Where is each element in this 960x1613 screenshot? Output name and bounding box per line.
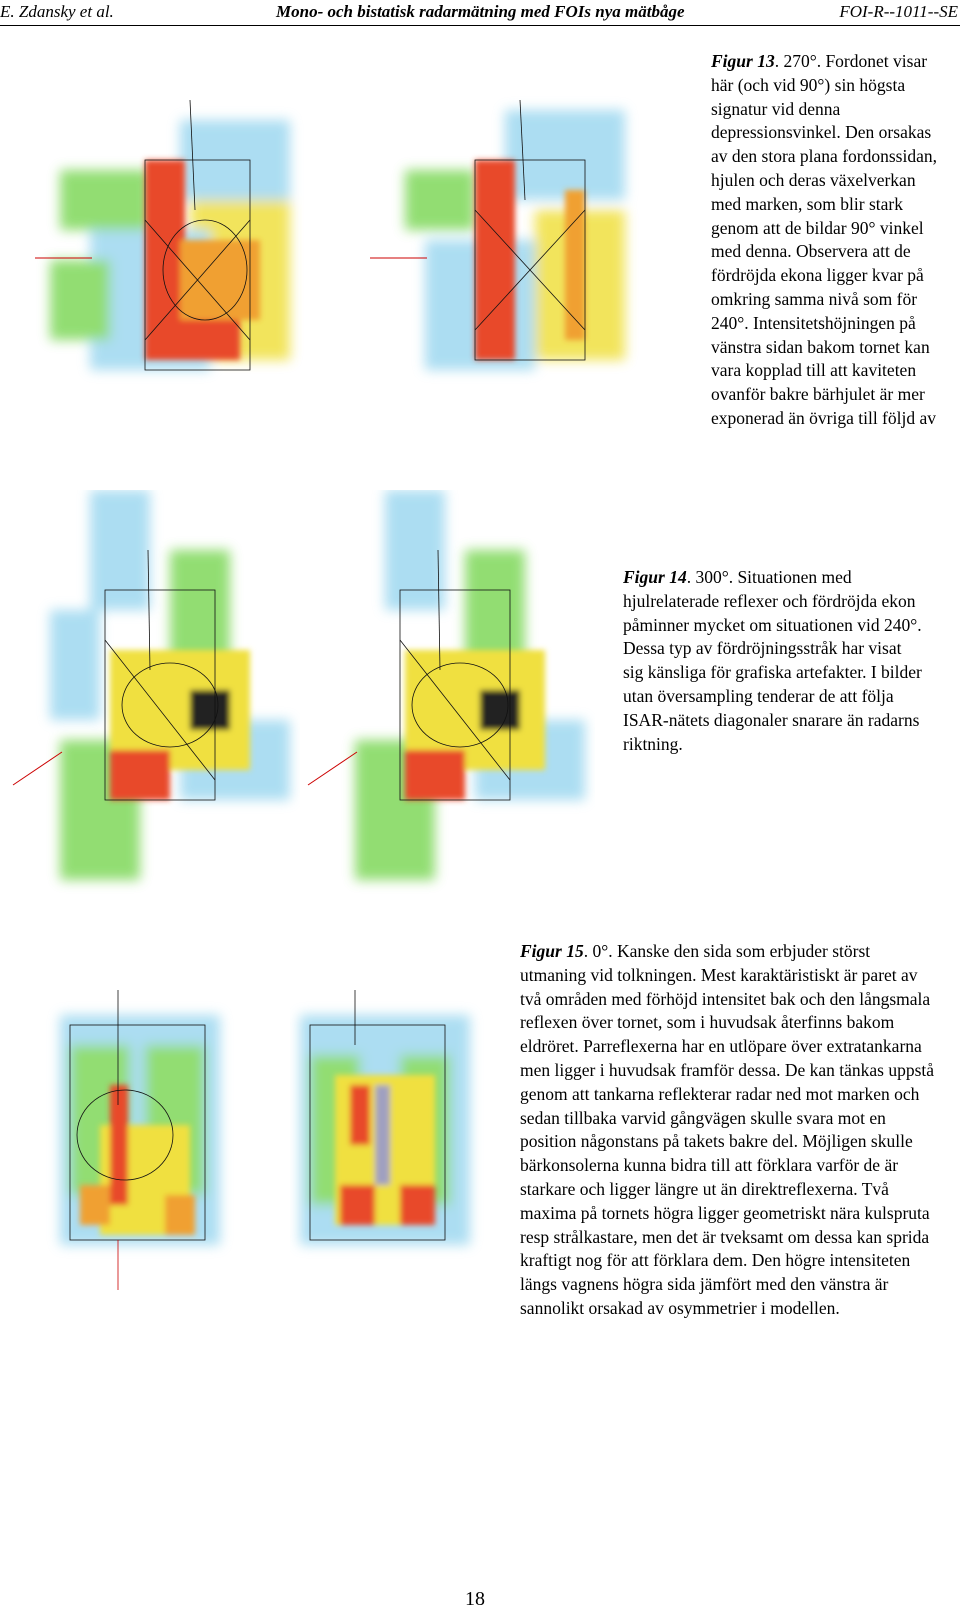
figure-13-image-right: [365, 80, 655, 410]
header-report-id: FOI-R--1011--SE: [839, 2, 958, 21]
figure-14-caption: Figur 14. 300°. Situationen med hjulrelaterade reflexer och fördröjda ekon påminner mycket om situationen vid 240°. Dessa typ av fördröjningsstråk har visat sig känsliga för grafiska artefakter. I bilder utan översampling tenderar de att följa ISAR-nätets diagonaler snarare än radarns riktning.: [623, 567, 922, 754]
figure-15-image-right: [290, 985, 490, 1295]
figure-14-image-left: [10, 490, 300, 900]
header-rule: [0, 25, 960, 26]
page-number: 18: [465, 1588, 485, 1610]
header-title: Mono- och bistatisk radarmätning med FOIs nya mätbåge: [276, 2, 685, 21]
figure-13-caption: Figur 13. 270°. Fordonet visar här (och vid 90°) sin högsta signatur vid denna depressionsvinkel. Den orsakas av den stora plana fordonssidan, hjulen och deras växelverkan med marken, som blir stark genom att de bildar 90° vinkel med denna. Observera att de fördröjda ekona ligger kvar på omkring samma nivå som för 240°. Intensitetshöjningen på vänstra sidan bakom tornet kan vara kopplad till att kaviteten ovanför bakre bärhjulet är mer exponerad än övriga till följd av: [711, 51, 937, 428]
header-author: E. Zdansky et al.: [0, 2, 114, 21]
figure-15-caption: Figur 15. 0°. Kanske den sida som erbjuder störst utmaning vid tolkningen. Mest karaktäristiskt är paret av två områden med förhöjd intensitet bak och den långsmala reflexen över tornet, som i huvudsak återfinns bakom eldröret. Parreflexerna har en utlöpare över extratankarna men ligger i huvudsak framför dessa. De kan tänkas uppstå genom att tankarna reflekterar radar ned mot marken och sedan tillbaka varvid gångvägen skulle svara mot en position någonstans på takets bakre del. Möjligen skulle bärkonsolerna kunna bidra till att förklara varför de är starkare och ligger längre ut än direktreflexerna. Två maxima på tornets högra ligger geometriskt nära kulspruta resp strålkastare, men det är tveksamt om dessa kan sprida kraftigt nog för att förklara dem. Den högre intensiteten längs vagnens högra sida jämfört med den vänstra är sannolikt orsakad av osymmetrier i modellen.: [520, 941, 935, 1318]
figure-15-image-left: [45, 985, 245, 1295]
figure-14-image-right: [305, 490, 595, 900]
page-header: [0, 0, 960, 26]
figure-13-image-left: [30, 80, 320, 410]
